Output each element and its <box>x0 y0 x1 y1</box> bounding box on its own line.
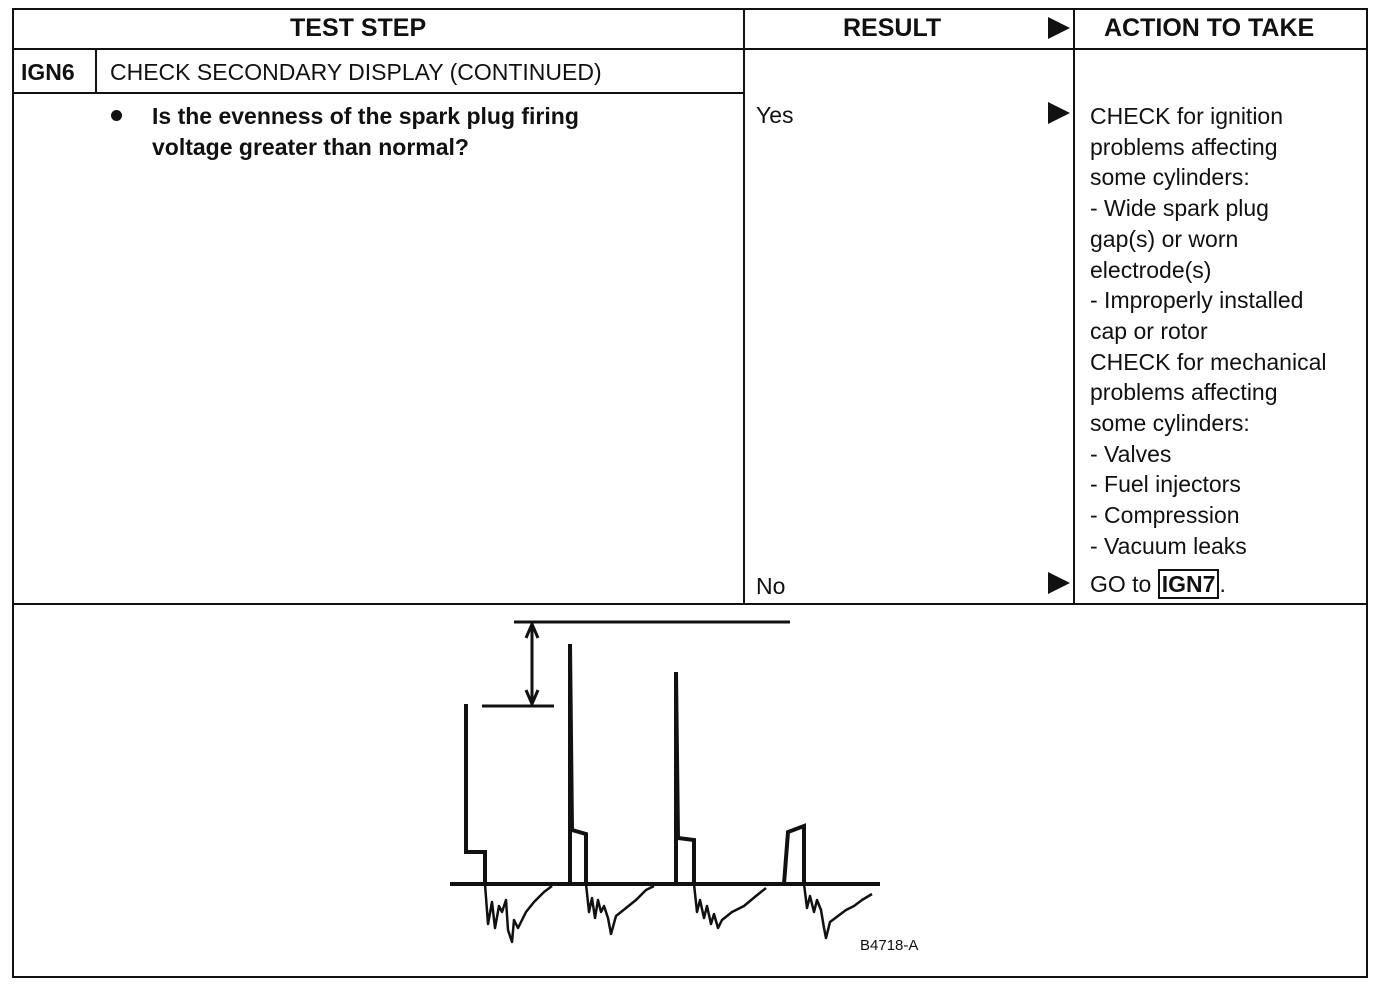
secondary-ignition-waveform <box>440 612 900 962</box>
figure-label: B4718-A <box>860 937 919 954</box>
step-id-divider <box>95 49 97 93</box>
waveform-cylinder-3 <box>652 672 694 884</box>
waveform-cylinder-2 <box>550 644 586 884</box>
header-result: RESULT <box>843 14 942 42</box>
right-triangle-arrow-icon <box>1048 572 1070 594</box>
waveform-cylinder-4 <box>762 826 804 884</box>
bullet-icon <box>111 110 122 121</box>
result-column-divider <box>743 8 745 604</box>
action-line: - Vacuum leaks <box>1090 532 1247 559</box>
step-id: IGN6 <box>21 59 75 85</box>
question-line: Is the evenness of the spark plug firing <box>152 103 579 129</box>
result-no: No <box>756 573 786 599</box>
action-line: - Compression <box>1090 502 1240 529</box>
header-action-to-take: ACTION TO TAKE <box>1104 14 1315 42</box>
figure-divider <box>12 603 1368 605</box>
step-question <box>152 101 579 163</box>
action-line: CHECK for mechanical <box>1090 348 1327 375</box>
goto-suffix: . <box>1219 571 1226 597</box>
action-line: gap(s) or worn <box>1090 225 1239 252</box>
step-title: CHECK SECONDARY DISPLAY (CONTINUED) <box>110 59 602 85</box>
action-no <box>1090 571 1226 598</box>
action-line: electrode(s) <box>1090 256 1212 283</box>
result-yes: Yes <box>756 102 794 128</box>
right-triangle-arrow-icon <box>1048 102 1070 124</box>
action-line: CHECK for ignition <box>1090 103 1284 129</box>
action-line: some cylinders: <box>1090 164 1250 191</box>
waveform-cylinder-1 <box>466 704 485 884</box>
step-title-divider <box>12 92 744 94</box>
action-line: problems affecting <box>1090 379 1278 406</box>
header-divider <box>12 48 1368 50</box>
action-line: - Improperly installed <box>1090 287 1304 314</box>
action-column-divider <box>1073 8 1075 604</box>
right-triangle-arrow-icon <box>1048 17 1070 39</box>
action-line: some cylinders: <box>1090 410 1250 437</box>
goto-prefix: GO to <box>1090 571 1158 597</box>
action-line: - Valves <box>1090 440 1172 467</box>
action-line: - Fuel injectors <box>1090 471 1241 498</box>
action-yes <box>1090 101 1326 562</box>
action-line: problems affecting <box>1090 133 1278 160</box>
goto-step-link[interactable]: IGN7 <box>1158 569 1220 599</box>
action-line: - Wide spark plug <box>1090 195 1269 222</box>
action-line: cap or rotor <box>1090 317 1208 344</box>
question-line: voltage greater than normal? <box>152 134 469 160</box>
header-test-step: TEST STEP <box>290 14 427 42</box>
